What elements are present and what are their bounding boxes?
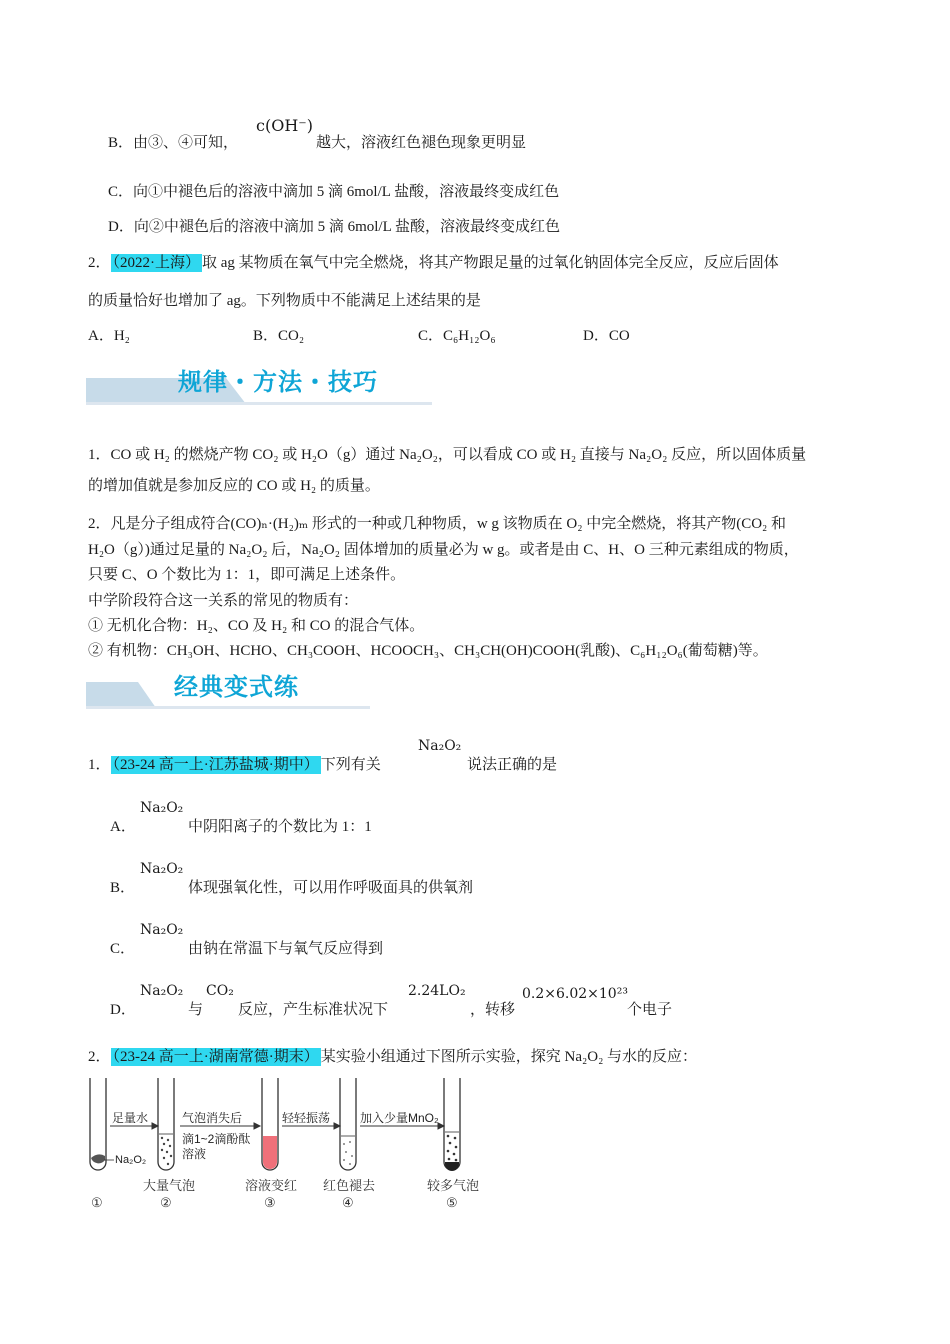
p1-option-b-formula: Na₂O₂ [140,861,184,877]
p1-option-c-formula: Na₂O₂ [140,922,184,938]
rule-2-line-2: H₂O（g）)通过足量的 Na₂O₂ 后，Na₂O₂ 固体增加的质量必为 w g。或者是由 C、H、O 三种元素组成的物质， [88,542,799,558]
tube-1-label: Na₂O₂ [115,1154,147,1166]
practice-2-tag: （23-24 高一上·湖南常德·期末） [112,1049,319,1065]
option-c: C．C₆H₁₂O₆ [418,328,496,344]
p1-option-a-formula: Na₂O₂ [140,800,184,816]
option-d-prev: D．向②中褪色后的溶液中滴加 5 滴 6mol/L 盐酸，溶液最终变成红色 [108,219,560,235]
test-tube-4 [340,1078,356,1170]
number-5: ⑤ [446,1195,458,1210]
question-2-line2: 的质量恰好也增加了 ag。下列物质中不能满足上述结果的是 [88,293,481,309]
practice-1-prefix: 下列有关 [320,757,381,773]
p1-option-c-text: 由钠在常温下与氧气反应得到 [188,941,384,957]
caption-tube-4: 红色褪去 [323,1178,376,1193]
option-b: B．CO₂ [253,328,305,344]
practice-1-suffix: 说法正确的是 [467,757,558,773]
question-2 [88,251,779,272]
section-title-rules: 规律・方法・技巧 [178,368,378,396]
caption-tube-2: 大量气泡 [143,1178,196,1193]
test-tube-1 [90,1078,114,1170]
p1-option-d-label: D． [110,1002,136,1018]
option-d: D．CO [583,328,630,344]
rule-2-line-3: 只要 C、O 个数比为 1：1，即可满足上述条件。 [88,567,406,583]
p1-option-b-label: B． [110,880,136,896]
option-b-prev [108,131,238,152]
p1-option-d-formula-1: Na₂O₂ [140,983,184,999]
option-a: A．H₂ [88,328,130,344]
p1-option-a-text: 中阴阳离子的个数比为 1：1 [188,819,372,835]
p1-option-d-text-3: ，转移 [470,1002,516,1018]
option-c-prev: C．向①中褪色后的溶液中滴加 5 滴 6mol/L 盐酸，溶液最终变成红色 [108,184,560,200]
arrow-4-label: 加入少量MnO₂ [360,1111,439,1125]
p1-option-d-text-2: 反应，产生标准状况下 [238,1002,389,1018]
test-tube-2 [158,1078,174,1170]
rule-2-line-1: 2．凡是分子组成符合(CO)ₙ·(H₂)ₘ 形式的一种或几种物质，w g 该物质在 O₂ 中完全燃烧，将其产物(CO₂ 和 [88,516,787,532]
p1-option-d-formula-3: 2.24LO₂ [408,983,466,999]
practice-2-stem: 某实验小组通过下图所示实验，探究 Na₂O₂ 与水的反应： [320,1049,698,1065]
source-tag: （2022·上海） [112,255,201,271]
rule-5: ② 有机物：CH₃OH、HCHO、CH₃COOH、HCOOCH₃、CH₃CH(OH)COOH(乳酸)、C₆H₁₂O₆(葡萄糖)等。 [88,643,768,659]
test-tube-5 [444,1078,460,1171]
option-b-suffix-wrap [316,131,526,152]
p1-option-d-formula-2: CO₂ [206,983,234,999]
p1-option-d-formula-4: 0.2×6.02×10²³ [522,986,628,1002]
caption-tube-3: 溶液变红 [245,1178,298,1193]
practice-2 [88,1045,697,1066]
p1-option-b-text: 体现强氧化性，可以用作呼吸面具的供氧剂 [188,880,474,896]
oh-formula-text: c(OH⁻) [256,116,313,135]
rule-4: ① 无机化合物：H₂、CO 及 H₂ 和 CO 的混合气体。 [88,618,425,634]
rule-1-line-1: 1．CO 或 H₂ 的燃烧产物 CO₂ 或 H₂O（g）通过 Na₂O₂，可以看成 CO 或 H₂ 直接与 Na₂O₂ 反应，所以固体质量 [88,447,807,463]
p1-option-a-label: A． [110,819,136,835]
practice-1-number: 1． [88,757,111,773]
section-title-practice: 经典变式练 [174,673,299,701]
arrow-2-label-2: 滴1~2滴酚酞 [182,1132,251,1146]
number-1: ① [91,1195,103,1210]
arrow-3-label: 轻轻振荡 [282,1111,331,1125]
number-3: ③ [264,1195,276,1210]
practice-2-number: 2． [88,1049,111,1065]
p1-option-d-text-1: 与 [188,1002,204,1018]
arrow-2-label-3: 溶液 [182,1147,207,1161]
test-tube-3 [262,1078,278,1170]
arrow-1-label: 足量水 [112,1111,149,1125]
rule-1-line-2: 的增加值就是参加反应的 CO 或 H₂ 的质量。 [88,478,380,494]
question-stem-1: 取 ag 某物质在氧气中完全燃烧，将其产物跟足量的过氧化钠固体完全反应，反应后固体 [202,255,779,271]
p1-option-d-text-4: 个电子 [627,1002,673,1018]
practice-1-tag: （23-24 高一上·江苏盐城·期中） [112,757,319,773]
practice-1-formula: Na₂O₂ [418,738,462,754]
p1-option-c-label: C． [110,941,136,957]
option-b-prefix: B．由③、④可知， [108,135,239,151]
practice-1 [88,753,381,774]
option-b-suffix: 越大，溶液红色褪色现象更明显 [316,135,527,151]
caption-tube-5: 较多气泡 [427,1178,480,1193]
experiment-figure [80,1072,500,1217]
arrow-2-label-1: 气泡消失后 [182,1111,243,1125]
number-4: ④ [342,1195,354,1210]
number-2: ② [160,1195,172,1210]
question-number: 2． [88,255,111,271]
oh-concentration-formula [256,116,313,135]
rule-3: 中学阶段符合这一关系的常见的物质有： [88,593,359,609]
